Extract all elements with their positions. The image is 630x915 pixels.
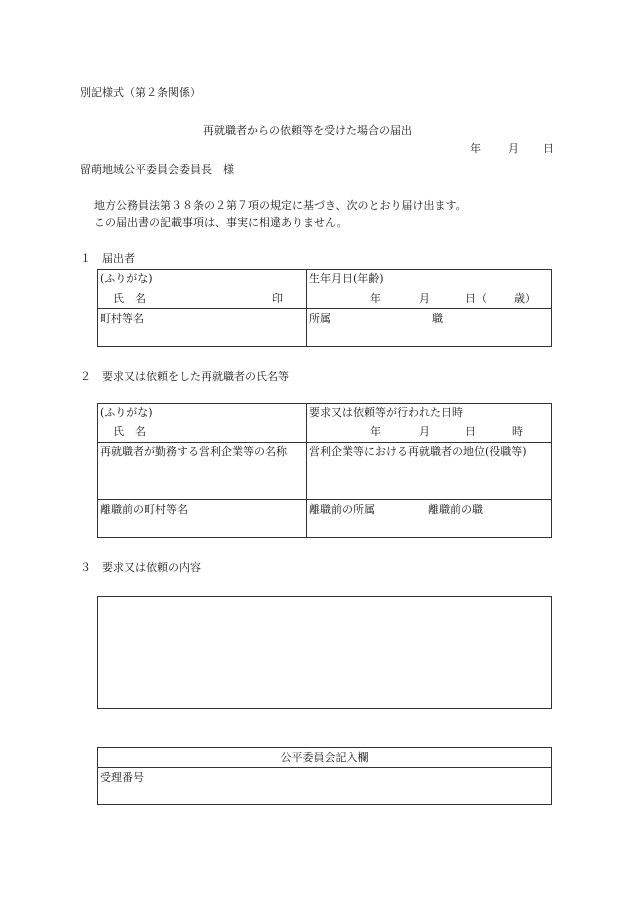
s2-furigana: (ふりがな) [100,406,153,419]
addressee: 留萌地域公平委員会委員長 様 [80,163,234,176]
s2-name-field[interactable]: 氏 名 [113,425,146,438]
s2-company-name-field[interactable]: 再就職者が勤務する営利企業等の名称 [100,445,287,458]
s1-age[interactable]: 歳） [514,292,536,305]
intro-line-1: 地方公務員法第３８条の２第７項の規定に基づき、次のとおり届け出ます。 [94,199,467,212]
s2-prev-affiliation-field[interactable]: 離職前の所属 [309,503,375,516]
s1-seal: 印 [272,292,283,305]
s1-birth-label: 生年月日(年齢) [309,272,384,285]
s2-datetime-label: 要求又は依頼等が行われた日時 [309,406,463,419]
s1-name-field[interactable]: 氏 名 [113,292,146,305]
s2-dt-month[interactable]: 月 [419,425,430,438]
s2-dt-year[interactable]: 年 [370,425,381,438]
date-month: 月 [508,142,519,155]
s1-furigana: (ふりがな) [100,272,153,285]
request-content-box[interactable] [97,596,552,709]
office-use-header: 公平委員会記入欄 [280,751,369,764]
s1-birth-month[interactable]: 月 [419,292,430,305]
s1-birth-day[interactable]: 日（ [465,292,487,305]
s1-affiliation-field[interactable]: 所属 [309,312,331,325]
s1-position-field[interactable]: 職 [432,312,443,325]
s1-birth-year[interactable]: 年 [370,292,381,305]
date-year: 年 [470,142,481,155]
section1-heading: １ 届出者 [80,252,135,265]
section3-heading: ３ 要求又は依頼の内容 [80,561,201,574]
receipt-number-field[interactable]: 受理番号 [100,771,144,784]
s1-municipality-field[interactable]: 町村等名 [100,312,144,325]
s2-prev-position-field[interactable]: 離職前の職 [428,503,483,516]
section2-heading: ２ 要求又は依頼をした再就職者の氏名等 [80,370,289,383]
s2-dt-hour[interactable]: 時 [512,425,523,438]
date-day: 日 [543,142,554,155]
form-title: 再就職者からの依頼等を受けた場合の届出 [203,124,412,137]
s2-dt-day[interactable]: 日 [465,425,476,438]
s2-company-position-field[interactable]: 営利企業等における再就職者の地位(役職等) [309,445,527,458]
form-label: 別記様式（第２条関係） [80,86,201,99]
s2-prev-municipality-field[interactable]: 離職前の町村等名 [100,503,188,516]
intro-line-2: この届出書の記載事項は、事実に相違ありません。 [94,216,348,229]
